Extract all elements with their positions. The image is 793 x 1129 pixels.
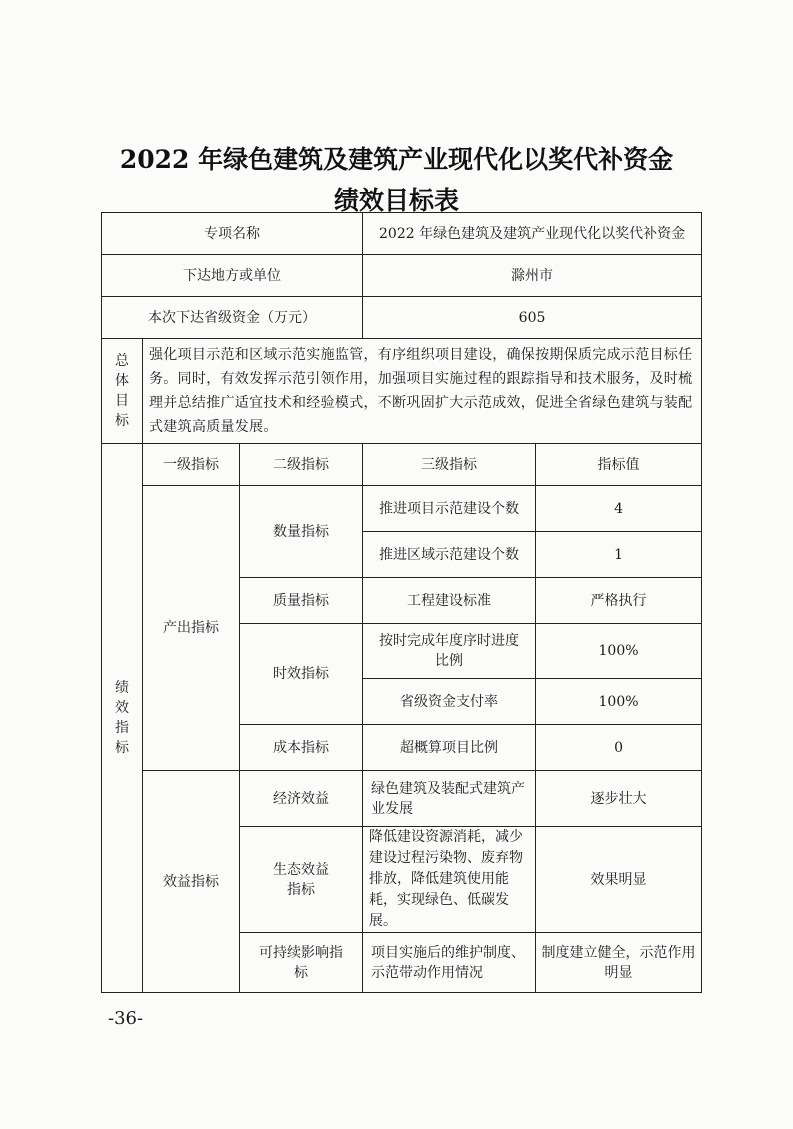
value-cell: 1 bbox=[536, 532, 702, 578]
performance-target-table bbox=[101, 212, 702, 993]
document-subtitle: 绩效目标表 bbox=[333, 186, 459, 215]
indicators-section-label: 绩效指标 bbox=[102, 444, 143, 993]
item-name-value: 2022 年绿色建筑及建筑产业现代化以奖代补资金 bbox=[363, 213, 702, 255]
page-number: -36- bbox=[108, 1008, 144, 1029]
goal-label: 总体目标 bbox=[102, 339, 143, 444]
level1-output: 产出指标 bbox=[143, 486, 240, 771]
level3-cell: 按时完成年度序时进度比例 bbox=[363, 624, 536, 679]
level3-cell: 省级资金支付率 bbox=[363, 679, 536, 725]
level2-quality: 质量指标 bbox=[240, 578, 363, 624]
level3-cell: 绿色建筑及装配式建筑产业发展 bbox=[363, 771, 536, 827]
region-row bbox=[102, 255, 702, 297]
header-level3: 三级指标 bbox=[363, 444, 536, 486]
level2-sustainable: 可持续影响指标 bbox=[240, 933, 363, 993]
item-name-label: 专项名称 bbox=[102, 213, 363, 255]
level3-cell: 工程建设标准 bbox=[363, 578, 536, 624]
funds-label: 本次下达省级资金（万元） bbox=[102, 297, 363, 339]
level1-benefit: 效益指标 bbox=[143, 771, 240, 993]
level2-economic: 经济效益 bbox=[240, 771, 363, 827]
item-name-row bbox=[102, 213, 702, 255]
document-title: 2022 年绿色建筑及建筑产业现代化以奖代补资金 bbox=[119, 145, 674, 174]
funds-row bbox=[102, 297, 702, 339]
value-cell: 4 bbox=[536, 486, 702, 532]
value-cell: 100% bbox=[536, 679, 702, 725]
goal-row bbox=[102, 339, 702, 444]
value-cell: 效果明显 bbox=[536, 827, 702, 933]
goal-text: 强化项目示范和区域示范实施监管，有序组织项目建设，确保按期保质完成示范目标任务。同时，有效发挥示范引领作用，加强项目实施过程的跟踪指导和技术服务，及时梳理并总结推广适宜技术和经验模式，不断巩固扩大示范成效，促进全省绿色建筑与装配式建筑高质量发展。 bbox=[143, 339, 702, 444]
header-level2: 二级指标 bbox=[240, 444, 363, 486]
level3-cell: 超概算项目比例 bbox=[363, 725, 536, 771]
region-label: 下达地方或单位 bbox=[102, 255, 363, 297]
level3-cell: 降低建设资源消耗，减少建设过程污染物、废弃物排放，降低建筑使用能耗，实现绿色、低碳发展。 bbox=[363, 827, 536, 933]
header-value: 指标值 bbox=[536, 444, 702, 486]
value-cell: 逐步壮大 bbox=[536, 771, 702, 827]
region-value: 滁州市 bbox=[363, 255, 702, 297]
indicator-header-row bbox=[102, 444, 702, 486]
level2-ecological: 生态效益指标 bbox=[240, 827, 363, 933]
level3-cell: 推进区域示范建设个数 bbox=[363, 532, 536, 578]
value-cell: 严格执行 bbox=[536, 578, 702, 624]
level2-quantity: 数量指标 bbox=[240, 486, 363, 578]
table-row bbox=[102, 486, 702, 532]
value-cell: 0 bbox=[536, 725, 702, 771]
value-cell: 100% bbox=[536, 624, 702, 679]
level3-cell: 项目实施后的维护制度、示范带动作用情况 bbox=[363, 933, 536, 993]
level2-timeliness: 时效指标 bbox=[240, 624, 363, 725]
header-level1: 一级指标 bbox=[143, 444, 240, 486]
table-row bbox=[102, 771, 702, 827]
value-cell: 制度建立健全，示范作用明显 bbox=[536, 933, 702, 993]
level3-cell: 推进项目示范建设个数 bbox=[363, 486, 536, 532]
funds-value: 605 bbox=[363, 297, 702, 339]
level2-cost: 成本指标 bbox=[240, 725, 363, 771]
